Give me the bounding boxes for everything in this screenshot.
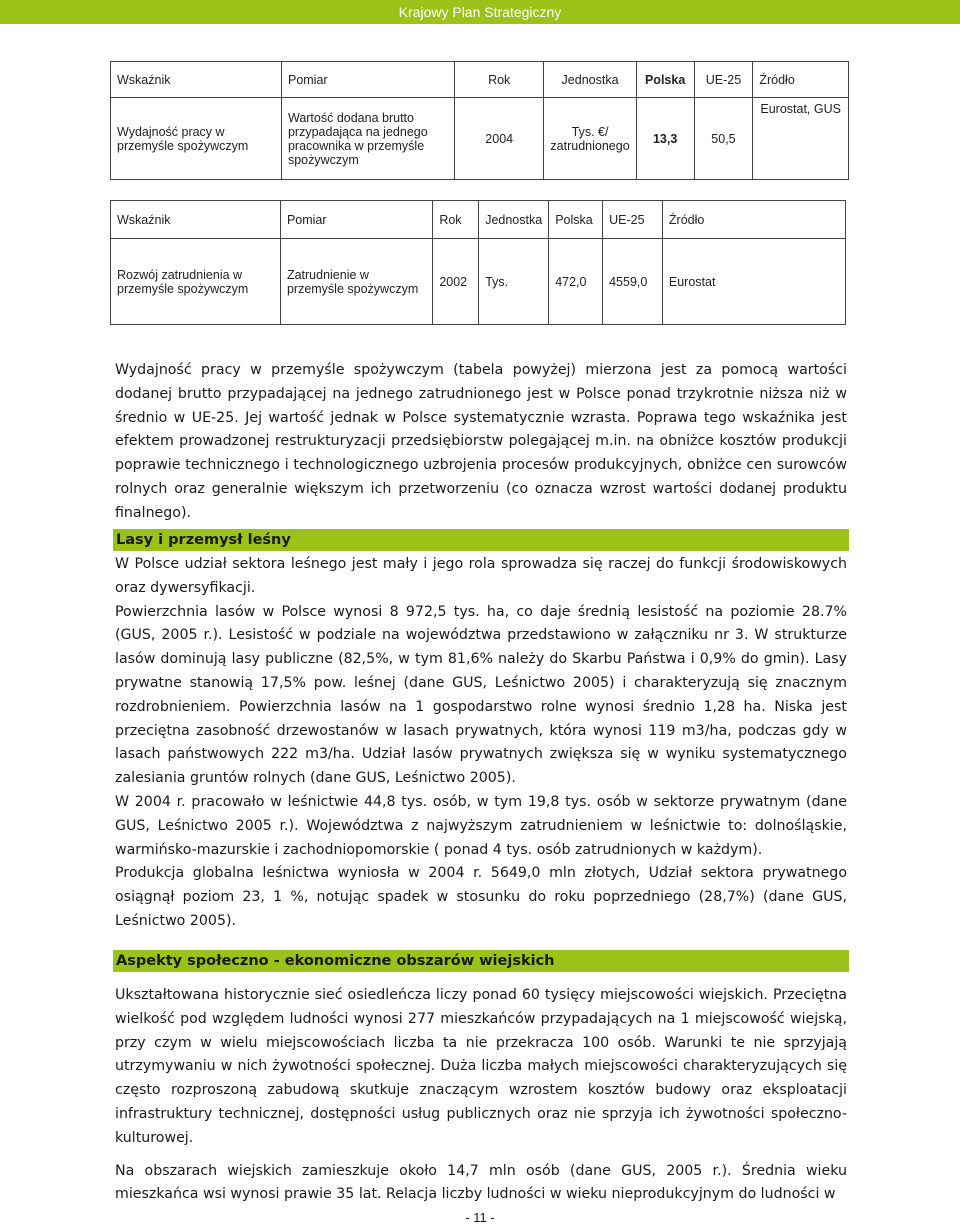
header-cell: Jednostka [544, 62, 636, 98]
paragraph: W Polsce udział sektora leśnego jest mały i jego rola sprowadza się raczej do funkcji środowiskowych oraz dywersyfikacji. [115, 556, 847, 596]
paragraph: Produkcja globalna leśnictwa wyniosła w 2004 r. 5649,0 mln złotych, Udział sektora prywatnego osiągnął poziom 23, 1 %, notując spadek w stosunku do roku poprzedniego (28,7%) (dane GUS, Leśnictwo 2005). [115, 865, 847, 929]
section-heading: Lasy i przemysł leśny [116, 532, 291, 548]
section-heading-bar [113, 950, 849, 972]
paragraph: Wydajność pracy w przemyśle spożywczym (tabela powyżej) mierzona jest za pomocą wartości dodanej brutto przypadającej na jednego zatrudnionego jest w Polsce ponad trzykrotnie niższa niż w średnio w UE-25. Jej wartość jednak w Polsce systematycznie wzrasta. Poprawa tego wskaźnika jest efektem prowadzonej restrukturyzacji przedsiębiorstw polegającej m.in. na obniżce kosztów produkcji poprawie technicznego i technologicznego uzbrojenia procesów produkcyjnych, obniżce cen surowców rolnych oraz generalnie większym ich przetworzeniu (co oznacza wzrost wartości dodanej produktu finalnego). [115, 362, 847, 521]
header-cell: Wskaźnik [111, 201, 281, 239]
source-cell: Eurostat [662, 239, 845, 325]
header-cell: Źródło [753, 62, 849, 98]
productivity-section [115, 359, 847, 526]
header-cell: Wskaźnik [111, 62, 282, 98]
paragraph: Powierzchnia lasów w Polsce wynosi 8 972,5 tys. ha, co daje średnią lesistość na poziomie 28.7% (GUS, 2005 r.). Lesistość w podziale na województwa przedstawiono w załączniku nr 3. W strukturze lasów dominują lasy publiczne (82,5%, w tym 81,6% należy do Skarbu Państwa i 0,9% do gmin). Lasy prywatne stanowią 17,5% pow. leśnej (dane GUS, Leśnictwo 2005) i charakteryzują się znacznym rozdrobnieniem. Powierzchnia lasów na 1 gospodarstwo rolne wynosi średnio 1,28 ha. Niska jest przeciętna zasobność drzewostanów w lasach prywatnych, która wynosi 119 m3/ha, podczas gdy w lasach państwowych 222 m3/ha. Udział lasów prywatnych zwiększa się w wyniku systematycznego zalesiania gruntów rolnych (dane GUS, Leśnictwo 2005). [115, 603, 847, 787]
table-row [111, 98, 849, 180]
paragraph: Ukształtowana historycznie sieć osiedleńcza liczy ponad 60 tysięcy miejscowości wiejskich. Przeciętna wielkość pod względem ludności wynosi 277 mieszkańców przypadających na 1 miejscowość wiejską, przy czym w wielu miejscowościach liczba ta nie przekracza 100 osób. Warunki te nie sprzyjają utrzymywaniu w nich żywotności społecznej. Duża liczba małych miejscowości charakteryzujących się często rozproszoną zabudową skutkuje znaczącym wzrostem kosztów budowy oraz eksploatacji infrastruktury technicznej, dostępności usług publicznych oraz nie sprzyja ich żywotności społeczno-kulturowej. [115, 987, 847, 1146]
forestry-section [115, 553, 847, 934]
header-cell: Polska [636, 62, 694, 98]
header-cell: Pomiar [280, 201, 432, 239]
unit-cell: Tys. €/ zatrudnionego [544, 98, 636, 180]
header-cell: Pomiar [281, 62, 454, 98]
eu25-value-cell: 50,5 [694, 98, 753, 180]
year-cell: 2004 [454, 98, 543, 180]
table-header-row [111, 62, 849, 98]
poland-value-cell: 472,0 [549, 239, 603, 325]
paragraph: Na obszarach wiejskich zamieszkuje około 14,7 mln osób (dane GUS, 2005 r.). Średnia wieku mieszkańca wsi wynosi prawie 35 lat. Relacja liczby ludności w wieku nieprodukcyjnym do ludności w [115, 1162, 847, 1203]
year-cell: 2002 [433, 239, 479, 325]
header-cell: Rok [454, 62, 543, 98]
unit-cell: Tys. [479, 239, 549, 325]
document-title: Krajowy Plan Strategiczny [398, 4, 562, 20]
measure-cell: Wartość dodana brutto przypadająca na jednego pracownika w przemyśle spożywczym [281, 98, 454, 180]
rural-section [115, 984, 847, 1207]
paragraph: W 2004 r. pracowało w leśnictwie 44,8 tys. osób, w tym 19,8 tys. osób w sektorze prywatnym (dane GUS, Leśnictwo 2005 r.). Województwa z najwyższym zatrudnieniem w leśnictwie to: dolnośląskie, warmińsko-mazurskie i zachodniopomorskie ( ponad 4 tys. osób zatrudnionych w każdym). [115, 793, 847, 858]
header-cell: UE-25 [603, 201, 663, 239]
header-cell: UE-25 [694, 62, 753, 98]
document-header-bar [0, 0, 960, 24]
measure-cell: Zatrudnienie w przemyśle spożywczym [280, 239, 432, 325]
source-cell: Eurostat, GUS [753, 98, 849, 180]
header-cell: Jednostka [479, 201, 549, 239]
table-header-row [111, 201, 846, 239]
header-cell: Źródło [662, 201, 845, 239]
indicator-cell: Rozwój zatrudnienia w przemyśle spożywczym [111, 239, 281, 325]
eu25-value-cell: 4559,0 [603, 239, 663, 325]
indicator-cell: Wydajność pracy w przemyśle spożywczym [111, 98, 282, 180]
page-number: - 11 - [465, 1210, 495, 1225]
header-cell: Rok [433, 201, 479, 239]
poland-value-cell: 13,3 [636, 98, 694, 180]
employment-table [110, 200, 846, 325]
section-heading-bar [113, 529, 849, 551]
table-row [111, 239, 846, 325]
section-heading: Aspekty społeczno - ekonomiczne obszarów wiejskich [116, 953, 555, 969]
header-cell: Polska [549, 201, 603, 239]
productivity-table [110, 61, 849, 180]
